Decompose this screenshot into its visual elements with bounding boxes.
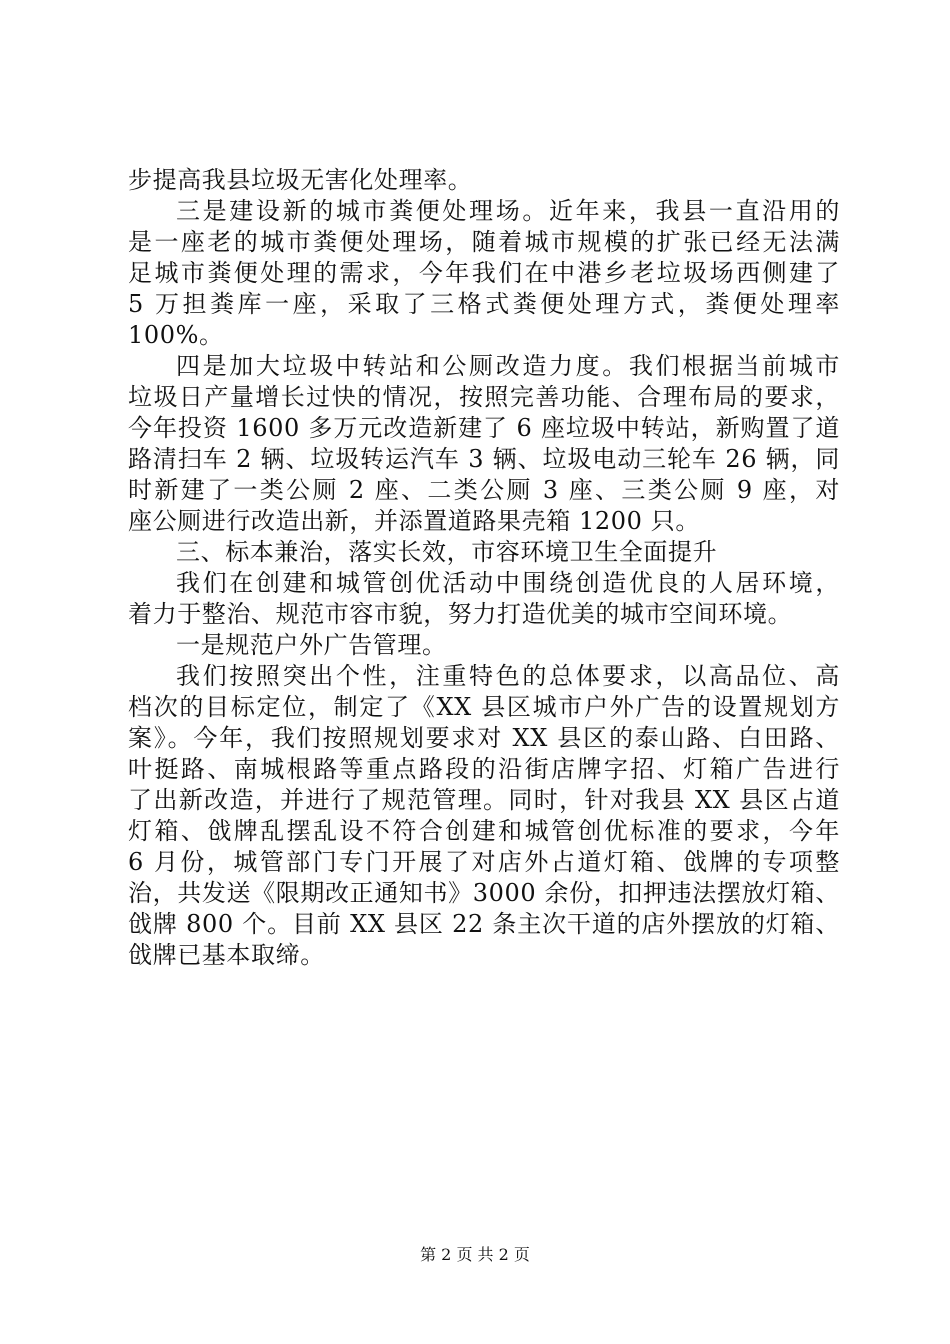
subsection-heading: 一是规范户外广告管理。 (176, 631, 447, 659)
text-line: 今年投资 1600 多万元改造新建了 6 座垃圾中转站，新购置了道 (128, 414, 840, 442)
text-line: 100%。 (128, 321, 224, 349)
text-line: 我们按照突出个性，注重特色的总体要求，以高品位、高 (176, 662, 840, 690)
text-line: 了出新改造，并进行了规范管理。同时，针对我县 XX 县区占道 (128, 786, 840, 814)
page-number: 第 2 页 共 2 页 (420, 1245, 530, 1264)
text-line: 5 万担粪库一座，采取了三格式粪便处理方式，粪便处理率 (128, 290, 840, 318)
text-line: 座公厕进行改造出新，并添置道路果壳箱 1200 只。 (128, 507, 700, 535)
text-line: 叶挺路、南城根路等重点路段的沿街店牌字招、灯箱广告进行 (128, 755, 840, 783)
text-line: 戗牌 800 个。目前 XX 县区 22 条主次干道的店外摆放的灯箱、 (128, 910, 840, 938)
text-line: 我们在创建和城管创优活动中围绕创造优良的人居环境， (176, 569, 840, 597)
text-line: 时新建了一类公厕 2 座、二类公厕 3 座、三类公厕 9 座，对 (128, 476, 840, 504)
text-line: 案》。今年，我们按照规划要求对 XX 县区的泰山路、白田路、 (128, 724, 840, 752)
document-body (128, 165, 840, 971)
text-line: 步提高我县垃圾无害化处理率。 (128, 166, 473, 194)
text-line: 治，共发送《限期改正通知书》3000 余份，扣押违法摆放灯箱、 (128, 879, 840, 907)
text-line: 6 月份，城管部门专门开展了对店外占道灯箱、戗牌的专项整 (128, 848, 840, 876)
text-line: 四是加大垃圾中转站和公厕改造力度。我们根据当前城市 (176, 352, 840, 380)
text-line: 垃圾日产量增长过快的情况，按照完善功能、合理布局的要求， (128, 383, 840, 411)
text-line: 着力于整治、规范市容市貌，努力打造优美的城市空间环境。 (128, 600, 793, 628)
text-line: 灯箱、戗牌乱摆乱设不符合创建和城管创优标准的要求，今年 (128, 817, 840, 845)
text-line: 三是建设新的城市粪便处理场。近年来，我县一直沿用的 (176, 197, 840, 225)
text-line: 戗牌已基本取缔。 (128, 941, 325, 969)
text-line: 档次的目标定位，制定了《XX 县区城市户外广告的设置规划方 (128, 693, 840, 721)
text-line: 是一座老的城市粪便处理场，随着城市规模的扩张已经无法满 (128, 228, 840, 256)
section-heading: 三、标本兼治，落实长效，市容环境卫生全面提升 (176, 538, 718, 566)
text-line: 足城市粪便处理的需求，今年我们在中港乡老垃圾场西侧建了 (128, 259, 840, 287)
text-line: 路清扫车 2 辆、垃圾转运汽车 3 辆、垃圾电动三轮车 26 辆，同 (128, 445, 840, 473)
